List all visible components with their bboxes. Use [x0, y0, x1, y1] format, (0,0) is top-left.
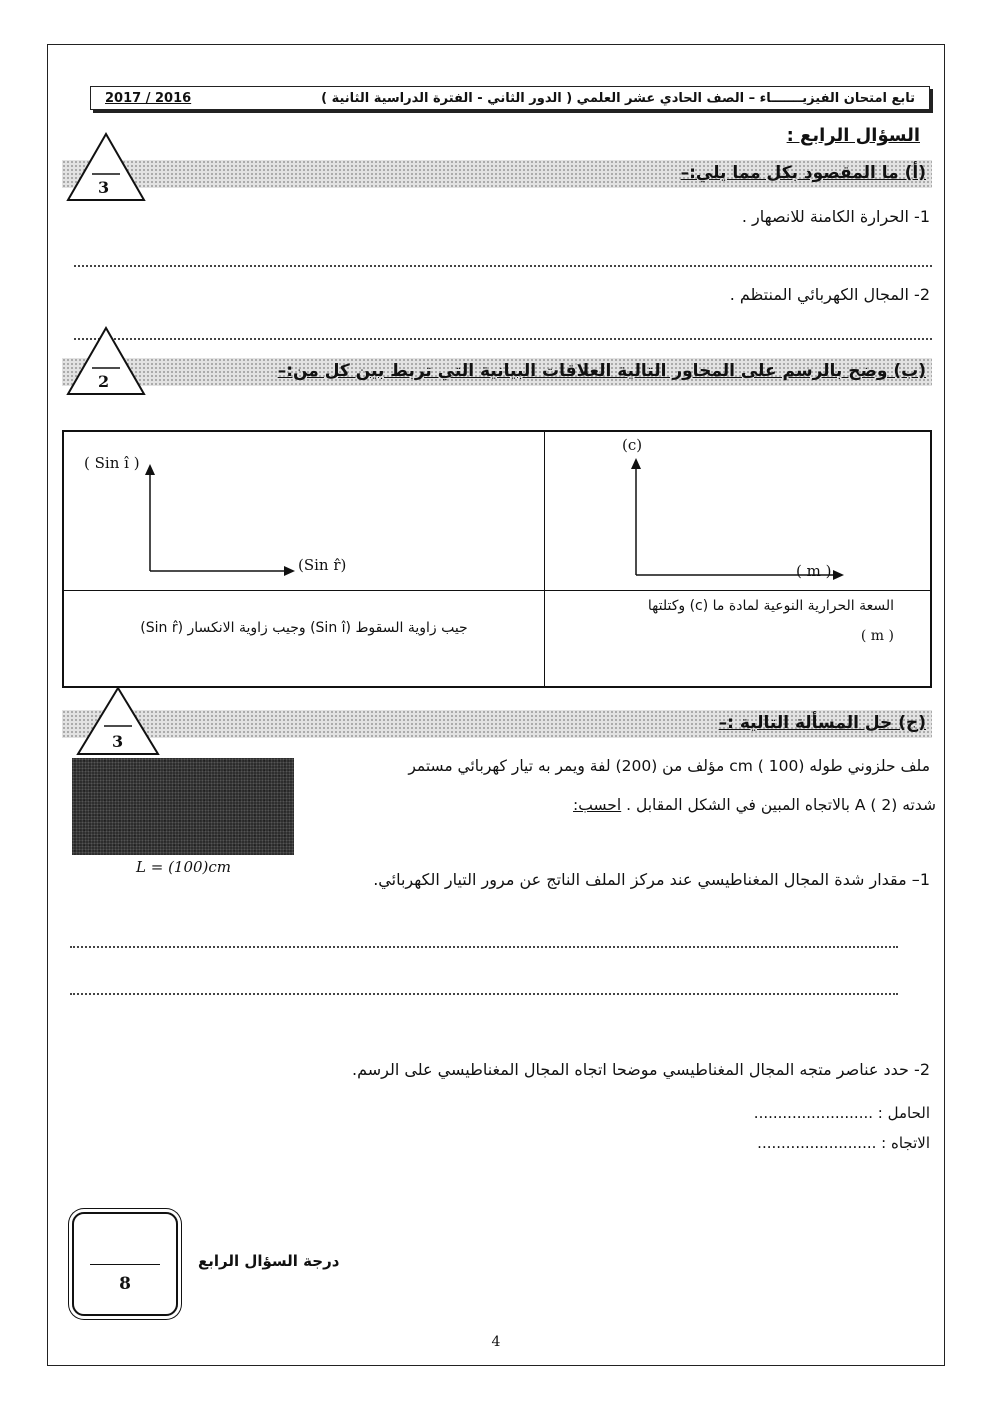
page-number: 4	[491, 1334, 501, 1350]
direction-row: الاتجاه : .........................	[757, 1134, 930, 1152]
graph-right-y-label: (c)	[622, 436, 643, 454]
header-title: تابع امتحان الفيزيـــــــاء – الصف الحادي عشر العلمي ( الدور الثاني - الفترة الدراسية الثانية )	[321, 90, 915, 106]
graph-left-y-label: ( Sin î )	[84, 454, 140, 472]
question-title: السؤال الرابع :	[786, 125, 920, 146]
caption-left: جيب زاوية السقوط (Sin î) وجيب زاوية الانكسار (Sin r̂)	[140, 620, 468, 636]
answer-line	[74, 265, 932, 267]
arrow-up-icon	[631, 458, 641, 469]
answer-line	[74, 338, 932, 340]
answer-line	[70, 946, 898, 948]
exam-header	[90, 86, 930, 110]
figure-length-label: L = (100)cm	[136, 858, 232, 876]
part-a-item-2: 2- المجال الكهربائي المنتظم .	[729, 285, 930, 304]
part-a-item-1: 1- الحرارة الكامنة للانصهار .	[741, 207, 930, 226]
caption-right-line1: السعة الحرارية النوعية لمادة ما (c) وكتلتها	[647, 598, 894, 614]
graph-right-x-label: ( m )	[796, 562, 832, 580]
caption-right-line2: ( m )	[860, 628, 894, 644]
part-a-heading: (أ) ما المقصود بكل مما يلي:–	[680, 163, 926, 183]
answer-line	[70, 993, 898, 995]
arrow-right-icon	[833, 570, 844, 580]
problem-line-1: ملف حلزوني طوله cm ( 100) مؤلف من (200) لفة ويمر به تيار كهربائي مستمر	[408, 757, 930, 775]
part-c-item-2: 2- حدد عناصر متجه المجال المغناطيسي موضحا اتجاه المجال المغناطيسي على الرسم.	[352, 1060, 930, 1079]
total-score-box	[72, 1212, 178, 1316]
part-c-score: 3	[112, 732, 124, 751]
calculate-label: احسب:	[573, 796, 622, 814]
carrier-row: الحامل : .........................	[753, 1104, 930, 1122]
page-frame	[47, 44, 945, 1366]
problem-line-2: شدته A ( 2) بالاتجاه المبين في الشكل المقابل . احسب:	[573, 796, 936, 814]
part-c-heading: (ج) حل المسألة التالية :–	[718, 713, 926, 733]
arrow-right-icon	[284, 566, 295, 576]
part-c-item-1: 1– مقدار شدة المجال المغناطيسي عند مركز الملف الناتج عن مرور التيار الكهربائي.	[373, 870, 930, 889]
graph-left-x-label: (Sin r̂)	[298, 556, 347, 574]
part-a-score: 3	[98, 178, 110, 197]
header-year: 2017 / 2016	[105, 90, 192, 106]
part-b-score: 2	[98, 372, 110, 391]
total-score-label: درجة السؤال الرابع	[198, 1252, 340, 1270]
solenoid-figure	[72, 758, 294, 855]
arrow-up-icon	[145, 464, 155, 475]
graphs-table	[62, 430, 932, 688]
part-b-heading: (ب) وضح بالرسم على المحاور التالية العلاقات البيانية التي تربط بين كل من:–	[277, 361, 926, 381]
total-score: 8	[119, 1274, 131, 1294]
